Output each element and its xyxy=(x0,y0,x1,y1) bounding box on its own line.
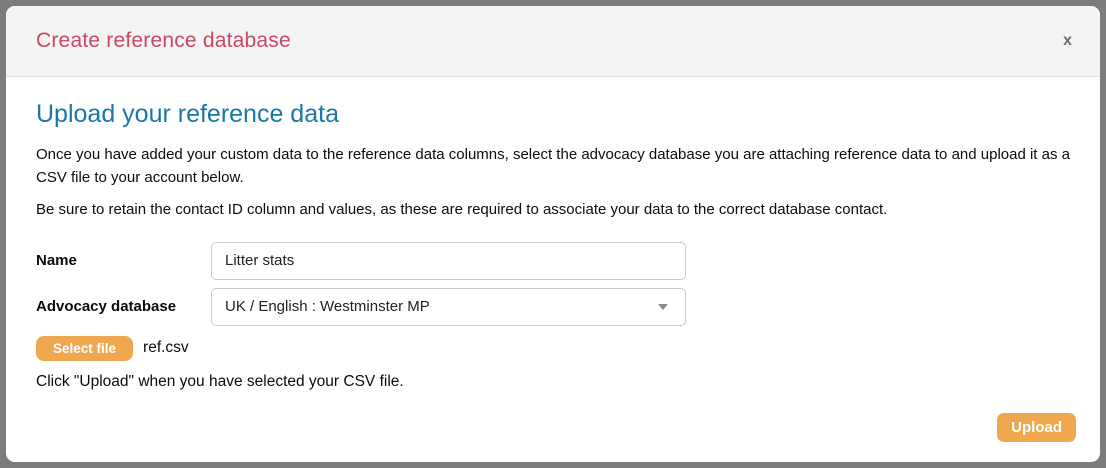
advocacy-database-select[interactable] xyxy=(211,288,686,326)
section-heading: Upload your reference data xyxy=(36,100,339,128)
create-reference-database-modal xyxy=(6,6,1100,462)
instructions-paragraph-1: Once you have added your custom data to the reference data columns, select the advocacy database you are attaching reference data to and upload it as a CSV file to your account below. xyxy=(36,145,1070,186)
upload-form xyxy=(36,242,1070,391)
name-label: Name xyxy=(36,252,77,269)
advocacy-database-selected-value: UK / English : Westminster MP xyxy=(225,298,430,315)
file-row xyxy=(36,336,1070,361)
advocacy-database-label: Advocacy database xyxy=(36,298,177,315)
advocacy-database-row xyxy=(36,288,1070,326)
chevron-down-icon xyxy=(658,304,668,310)
selected-file-name: ref.csv xyxy=(143,339,189,356)
name-input[interactable] xyxy=(211,242,686,280)
upload-button[interactable]: Upload xyxy=(997,413,1076,442)
upload-help-text: Click "Upload" when you have selected your CSV file. xyxy=(36,372,404,390)
modal-header xyxy=(6,6,1100,77)
name-row xyxy=(36,242,1070,280)
close-button[interactable]: x xyxy=(1059,29,1076,53)
modal-body xyxy=(6,77,1100,462)
instructions-paragraph-2: Be sure to retain the contact ID column and values, as these are required to associate your data to the correct database contact. xyxy=(36,200,888,218)
modal-title: Create reference database xyxy=(36,29,291,52)
select-file-button[interactable]: Select file xyxy=(36,336,133,361)
